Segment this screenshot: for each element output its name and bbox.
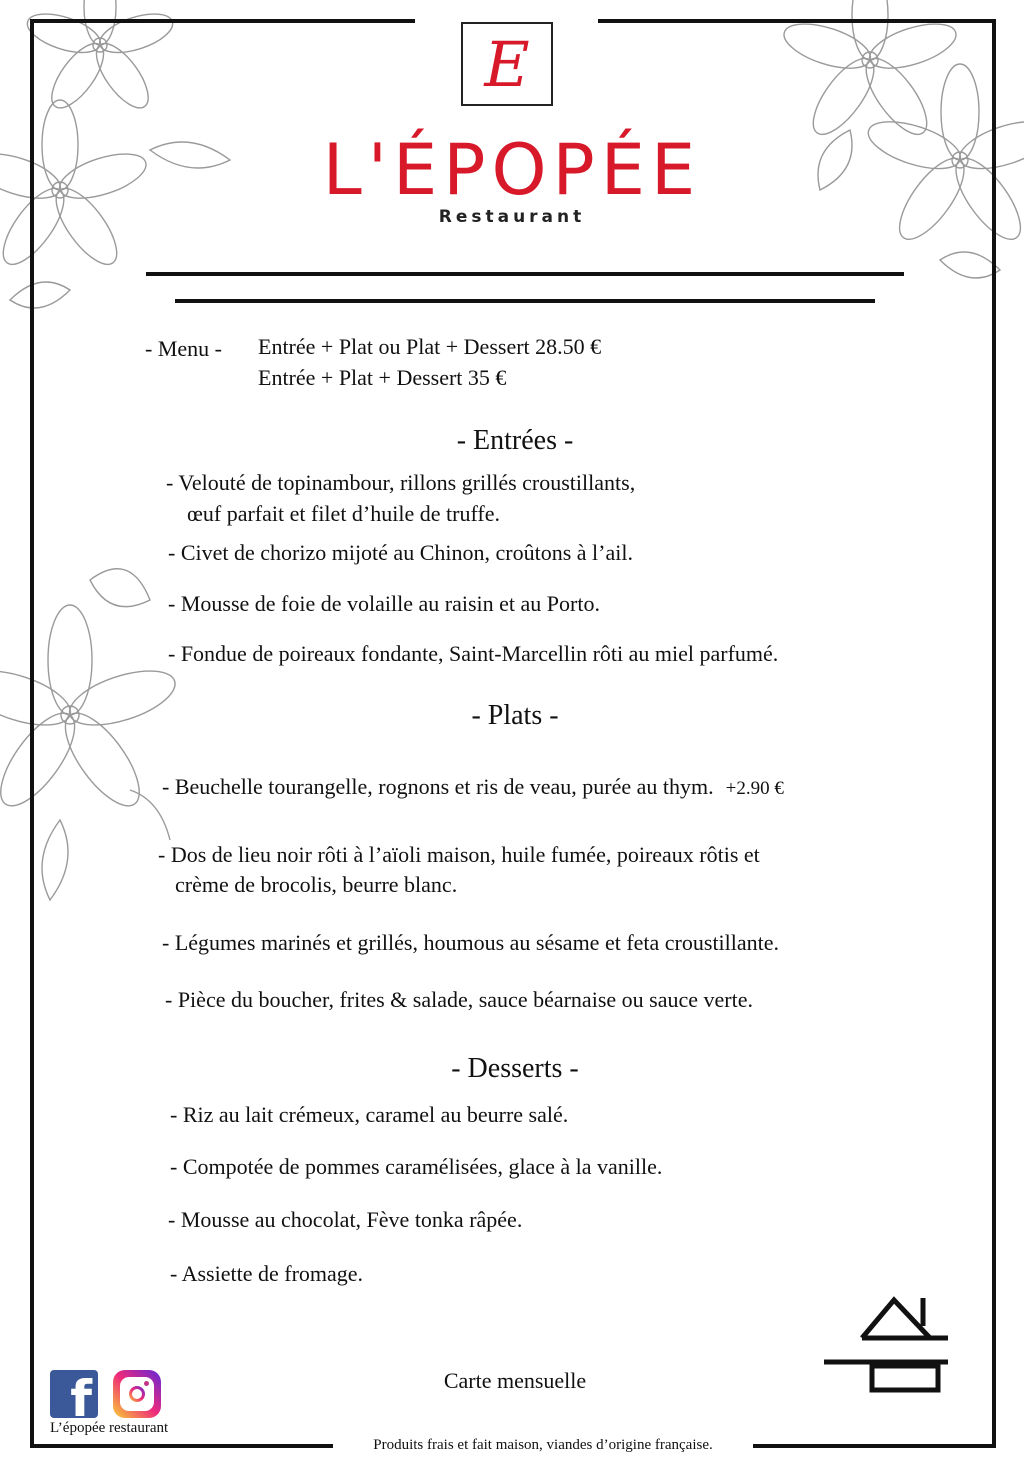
plat-item-2-cont: crème de brocolis, beurre blanc. xyxy=(175,872,458,897)
house-logo-icon xyxy=(824,1294,948,1394)
logo-badge xyxy=(461,22,553,106)
section-title-plats: - Plats - xyxy=(471,700,559,731)
entree-item-2: - Civet de chorizo mijoté au Chinon, croûtons à l’ail. xyxy=(168,540,633,565)
frame-top-right xyxy=(598,19,996,23)
header-rule-top xyxy=(146,272,904,276)
plat-item-1 xyxy=(162,771,784,805)
instagram-icon[interactable] xyxy=(113,1370,161,1418)
entree-item-1: - Velouté de topinambour, rillons grillés croustillants, xyxy=(166,470,636,495)
entree-item-3: - Mousse de foie de volaille au raisin et au Porto. xyxy=(168,591,600,616)
flower-decoration-top-right xyxy=(760,0,1024,340)
entree-item-4: - Fondue de poireaux fondante, Saint-Marcellin rôti au miel parfumé. xyxy=(168,641,779,666)
menu-formula-2: Entrée + Plat + Dessert 35 € xyxy=(258,365,507,390)
header-rule-bottom xyxy=(175,299,875,303)
restaurant-subtitle: Restaurant xyxy=(438,207,586,227)
plat-item-1-text: - Beuchelle tourangelle, rognons et ris de veau, purée au thym. xyxy=(162,774,714,799)
flower-decoration-top-left xyxy=(0,0,250,330)
frame-top-left xyxy=(30,19,415,23)
footer-note: Produits frais et fait maison, viandes d’origine française. xyxy=(333,1437,753,1454)
dessert-item-3: - Mousse au chocolat, Fève tonka râpée. xyxy=(168,1207,523,1232)
menu-label: - Menu - xyxy=(145,336,222,361)
dessert-item-4: - Assiette de fromage. xyxy=(170,1261,364,1286)
entree-item-1-cont: œuf parfait et filet d’huile de truffe. xyxy=(187,501,500,526)
dessert-item-2: - Compotée de pommes caramélisées, glace à la vanille. xyxy=(170,1154,663,1179)
frame-right xyxy=(992,19,996,1448)
menu-formula-1: Entrée + Plat ou Plat + Dessert 28.50 € xyxy=(258,334,602,359)
carte-mensuelle: Carte mensuelle xyxy=(443,1368,587,1393)
section-title-desserts: - Desserts - xyxy=(451,1053,579,1084)
plat-item-4: - Pièce du boucher, frites & salade, sauce béarnaise ou sauce verte. xyxy=(165,987,753,1012)
logo-letter: E xyxy=(484,28,530,101)
plat-item-2: - Dos de lieu noir rôti à l’aïoli maison, huile fumée, poireaux rôtis et xyxy=(158,842,760,867)
frame-left xyxy=(30,19,34,1448)
restaurant-name: L'ÉPOPÉE xyxy=(322,129,702,211)
social-label: L’épopée restaurant xyxy=(50,1420,169,1436)
facebook-icon[interactable]: f xyxy=(50,1370,98,1418)
plat-item-3: - Légumes marinés et grillés, houmous au sésame et feta croustillante. xyxy=(162,930,780,955)
dessert-item-1: - Riz au lait crémeux, caramel au beurre salé. xyxy=(170,1102,569,1127)
plat-item-1-supplement: +2.90 € xyxy=(725,778,784,799)
section-title-entrees: - Entrées - xyxy=(456,425,574,456)
